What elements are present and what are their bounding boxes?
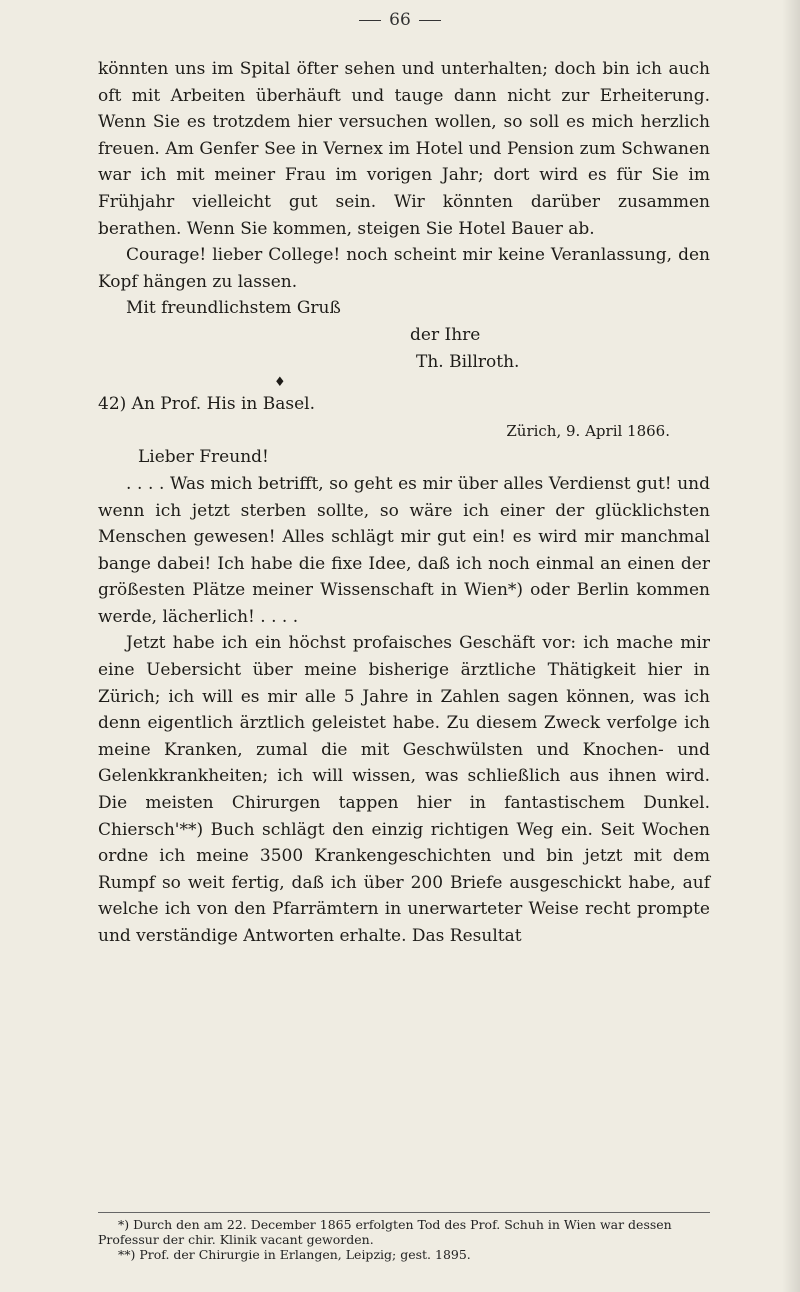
- letter-41-paragraph-2: Courage! lieber College! noch scheint mir keine Veranlassung, den Kopf hängen zu lassen.: [98, 245, 710, 292]
- letter-42-salutation: Lieber Freund!: [138, 447, 269, 468]
- page-header: [0, 10, 800, 30]
- page-number: 66: [389, 10, 411, 30]
- letter-41-closing: Mit freundlichstem Gruß: [126, 298, 341, 319]
- page-edge-shadow: [782, 0, 800, 1292]
- page-body: [98, 56, 710, 950]
- header-dash-right: [419, 20, 441, 21]
- footnote-2: **) Prof. der Chirurgie in Erlangen, Leipzig; gest. 1895.: [118, 1247, 471, 1262]
- signature-line-2: Th. Billroth.: [416, 351, 520, 372]
- letter-41-paragraph-1: könnten uns im Spital öfter sehen und unterhalten; doch bin ich auch oft mit Arbeiten überhäuft und tauge dann nicht zur Erheiterung. Wenn Sie es trotzdem hier versuchen wollen, so soll es mich herzlich freuen. Am Genfer See in Vernex im Hotel und Pension zum Schwanen war ich mit meiner Frau im vorigen Jahr; dort wird es für Sie im Frühjahr vielleicht gut sein. Wir könnten darüber zusammen berathen. Wenn Sie kommen, steigen Sie Hotel Bauer ab.: [98, 59, 710, 239]
- footnote-1: *) Durch den am 22. December 1865 erfolgten Tod des Prof. Schuh in Wien war dessen Professur der chir. Klinik vacant geworden.: [98, 1217, 672, 1247]
- letter-42-paragraph-2: Jetzt habe ich ein höchst profaisches Geschäft vor: ich mache mir eine Uebersicht über meine bisherige ärztliche Thätigkeit hier in Zürich; ich will es mir alle 5 Jahre in Zahlen sagen können, was ich denn eigentlich ärztlich geleistet habe. Zu diesem Zweck verfolge ich meine Kranken, zumal die mit Geschwülsten und Knochen- und Gelenkkrankheiten; ich will wissen, was schließlich aus ihnen wird. Die meisten Chirurgen tappen hier in fantastischem Dunkel. Chiersch'**) Buch schlägt den einzig richtigen Weg ein. Seit Wochen ordne ich meine 3500 Krankengeschichten und bin jetzt mit dem Rumpf so weit fertig, daß ich über 200 Briefe ausgeschickt habe, auf welche ich von den Pfarrämtern in unerwarteter Weise recht prompte und verständige Antworten erhalte. Das Resultat: [98, 633, 710, 946]
- header-dash-left: [359, 20, 381, 21]
- section-ornament: ♦: [274, 375, 286, 391]
- letter-42-dateline: Zürich, 9. April 1866.: [506, 421, 670, 440]
- letter-41-signature: [370, 322, 710, 375]
- letter-42-paragraph-1: . . . . Was mich betrifft, so geht es mir über alles Verdienst gut! und wenn ich jetzt sterben sollte, so wäre ich einer der glücklichsten Menschen gewesen! Alles schlägt mir gut ein! es wird mir manchmal bange dabei! Ich habe die fixe Idee, daß ich noch einmal an einen der größesten Plätze meiner Wissenschaft in Wien*) oder Berlin kommen werde, lächerlich! . . . .: [98, 473, 710, 627]
- footnotes: [98, 1212, 710, 1262]
- signature-line-1: der Ihre: [410, 324, 481, 345]
- letter-42-heading: 42) An Prof. His in Basel.: [98, 394, 316, 415]
